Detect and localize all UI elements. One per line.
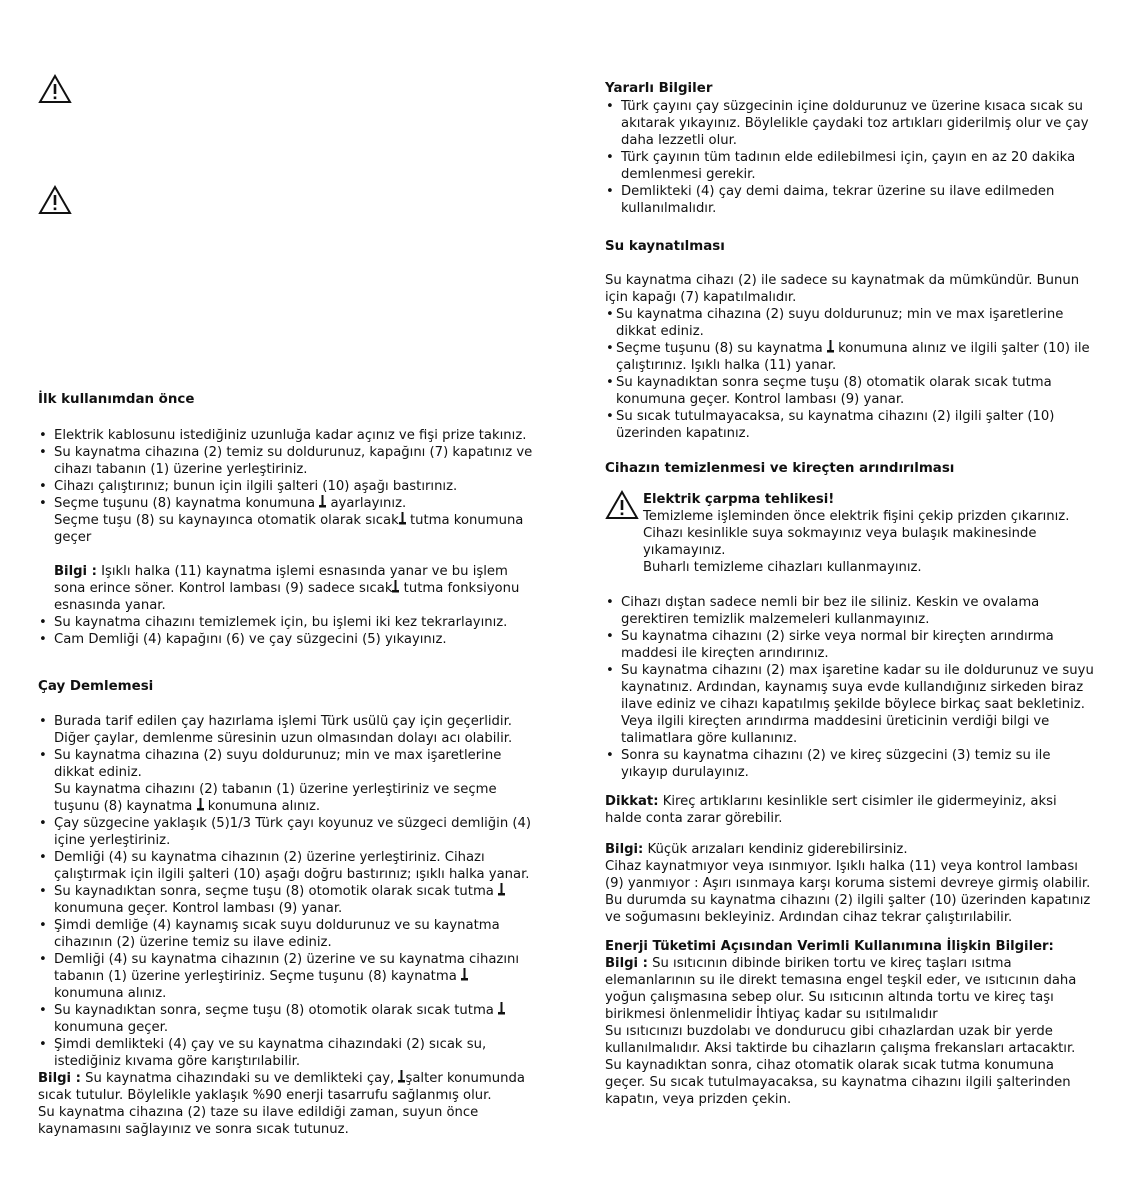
dikkat-note: Dikkat: Kireç artıklarını kesinlikle sert cisimler ile gidermeyiniz, aksi halde conta zarar görebilir. bbox=[605, 794, 1057, 826]
list-item: • Su kaynatma cihazına (2) suyu doldurunuz; min ve max işaretlerine dikkat ediniz. Su kaynatma cihazını (2) tabanın (1) üzerine yerleştiriniz ve seçme tuşunu (8) kaynatma konumuna alınız. bbox=[38, 747, 533, 815]
bilgi-note: Bilgi : Su kaynatma cihazındaki su ve demlikteki çay, şalter konumunda sıcak tutulur. Böylelikle yaklaşık %90 enerji tasarrufu sağlanmış olur. bbox=[38, 1071, 525, 1103]
list-item: • Cihazı çalıştırınız; bunun için ilgili şalteri (10) aşağı bastırınız. bbox=[38, 478, 533, 495]
bilgi-note: Bilgi : Işıklı halka (11) kaynatma işlemi esnasında yanar ve bu işlem sona erince söner. Kontrol lambası (9) sadece sıcak tutma fonksiyonu esnasında yanar. bbox=[54, 564, 520, 613]
keep-warm-symbol-icon bbox=[498, 883, 505, 897]
list-item: • Türk çayının tüm tadının elde edilebilmesi için, çayın en az 20 dakika demlenmesi gerekir. bbox=[605, 149, 1097, 183]
boil-symbol-icon bbox=[319, 495, 326, 509]
warning-title: Elektrik çarpma tehlikesi! bbox=[643, 492, 835, 507]
list-item: • Şimdi demliğe (4) kaynamış sıcak suyu doldurunuz ve su kaynatma cihazının (2) üzerine temiz su ilave ediniz. bbox=[38, 917, 533, 951]
section-heading-cay-demlemesi: Çay Demlemesi bbox=[38, 679, 154, 694]
list-item: • Su kaynatma cihazını temizlemek için, bu işlemi iki kez tekrarlayınız. bbox=[38, 614, 533, 631]
keep-warm-symbol-icon bbox=[392, 580, 399, 594]
section-heading-temizlik: Cihazın temizlenmesi ve kireçten arındırılması bbox=[605, 461, 955, 476]
warning-triangle-icon bbox=[605, 490, 639, 520]
warning-triangle-icon bbox=[38, 74, 72, 104]
list-item: • Cam Demliği (4) kapağını (6) ve çay süzgecini (5) yıkayınız. bbox=[38, 631, 533, 648]
list-item: • Su kaynadıktan sonra, seçme tuşu (8) otomotik olarak sıcak tutma konumuna geçer. Kontrol lambası (9) yanar. bbox=[38, 883, 533, 917]
list-item: • Seçme tuşunu (8) su kaynatma konumuna alınız ve ilgili şalter (10) ile çalıştırınız. Işıklı halka (11) yanar. bbox=[605, 340, 1097, 374]
su-kaynatilmasi-block bbox=[605, 272, 1097, 442]
section-heading-enerji: Enerji Tüketimi Açısından Verimli Kullanımına İlişkin Bilgiler: bbox=[605, 939, 1054, 954]
paragraph: Su kaynatma cihazı (2) ile sadece su kaynatmak da mümkündür. Bunun için kapağı (7) kapatılmalıdır. bbox=[605, 273, 1080, 305]
temizlik-list bbox=[605, 594, 1097, 781]
list-item: • Cihazı dıştan sadece nemli bir bez ile siliniz. Keskin ve ovalama gerektiren temizlik malzemeleri kullanmayınız. bbox=[605, 594, 1097, 628]
warning-line: Cihazı kesinlikle suya sokmayınız veya bulaşık makinesinde yıkamayınız. bbox=[643, 526, 1037, 558]
enerji-block: Enerji Tüketimi Açısından Verimli Kullanımına İlişkin Bilgiler: Bilgi : Su ısıtıcının dibinde biriken tortu ve kireç taşları ısıtma elemanlarının su ile direkt temasına engel teşkil eder, ve ısıtıcının daha yoğun çalışmasına sebep olur. Su ısıtıcının altında tortu ve kireç taşı birikmesi önlenmelidir İhtiyaç kadar su ısıtılmalıdır Su ısıtıcınızı buzdolabı ve dondurucu gibi cıhazlardan uzak bir yerde kullanılmalıdır. Aksi taktirde bu cihazların çalışma frekansları artacaktır. Su kaynadıktan sonra, cihaz otomatik olarak sıcak tutma konumuna geçer. Su sıcak tutulmayacaksa, su kaynatma cihazını ilgili şalterinden kapatın, veya prizden çekin. bbox=[605, 939, 1077, 1107]
warning-triangle-icon bbox=[38, 185, 72, 215]
list-item: • Seçme tuşunu (8) kaynatma konumuna ayarlayınız. Seçme tuşu (8) su kaynayınca otomatik olarak sıcak tutma konumuna geçer bbox=[38, 495, 533, 546]
list-item: • Demlikteki (4) çay demi daima, tekrar üzerine su ilave edilmeden kullanılmalıdır. bbox=[605, 183, 1097, 217]
section-heading-ilk-kullanim: İlk kullanımdan önce bbox=[38, 392, 195, 407]
keep-warm-symbol-icon bbox=[399, 512, 406, 526]
paragraph: Su kaynatma cihazına (2) taze su ilave edildiği zaman, suyun önce kaynamasını sağlayınız ve sonra sıcak tutunuz. bbox=[38, 1105, 479, 1137]
list-item: • Su kaynatma cihazına (2) suyu doldurunuz; min ve max işaretlerine dikkat ediniz. bbox=[605, 306, 1097, 340]
boil-symbol-icon bbox=[197, 798, 204, 812]
list-item: • Çay süzgecine yaklaşık (5)1/3 Türk çayı koyunuz ve süzgeci demliğin (4) içine yerleştiriniz. bbox=[38, 815, 533, 849]
ilk-kullanim-list bbox=[38, 427, 533, 648]
list-item: • Şimdi demlikteki (4) çay ve su kaynatma cihazındaki (2) sıcak su, istediğiniz kıvama göre karıştırılabilir. bbox=[38, 1036, 533, 1070]
keep-warm-symbol-icon bbox=[498, 1002, 505, 1016]
list-item: • Su kaynatma cihazını (2) sirke veya normal bir kireçten arındırma maddesi ile kireçten arındırınız. bbox=[605, 628, 1097, 662]
warning-line: Buharlı temizleme cihazları kullanmayınız. bbox=[643, 560, 922, 575]
list-item: • Su kaynadıktan sonra seçme tuşu (8) otomatik olarak sıcak tutma konumuna geçer. Kontrol lambası (9) yanar. bbox=[605, 374, 1097, 408]
list-item: • Burada tarif edilen çay hazırlama işlemi Türk usülü çay için geçerlidir. Diğer çaylar, demlenme süresinin uzun olmasından dolayı acı olabilir. bbox=[38, 713, 533, 747]
electric-shock-warning bbox=[643, 491, 1097, 576]
boil-symbol-icon bbox=[827, 340, 834, 354]
list-item: • Su sıcak tutulmayacaksa, su kaynatma cihazını (2) ilgili şalter (10) üzerinden kapatınız. bbox=[605, 408, 1097, 442]
boil-symbol-icon bbox=[461, 968, 468, 982]
list-item: • Türk çayını çay süzgecinin içine doldurunuz ve üzerine kısaca sıcak su akıtarak yıkayınız. Böylelikle çaydaki toz artıkları giderilmiş olur ve çay daha lezzetli olur. bbox=[605, 98, 1097, 149]
section-heading-yararli-bilgiler: Yararlı Bilgiler bbox=[605, 81, 713, 96]
list-item: • Su kaynatma cihazına (2) temiz su doldurunuz, kapağını (7) kapatınız ve cihazı tabanın (1) üzerine yerleştiriniz. bbox=[38, 444, 533, 478]
yararli-list bbox=[605, 98, 1097, 217]
section-heading-su-kaynatilmasi: Su kaynatılması bbox=[605, 239, 725, 254]
list-item: • Elektrik kablosunu istediğiniz uzunluğa kadar açınız ve fişi prize takınız. bbox=[38, 427, 533, 444]
list-item: • Su kaynadıktan sonra, seçme tuşu (8) otomotik olarak sıcak tutma konumuna geçer. bbox=[38, 1002, 533, 1036]
list-item: • Su kaynatma cihazını (2) max işaretine kadar su ile doldurunuz ve suyu kaynatınız. Ardından, kaynamış suya evde kullandığınız sirkeden biraz ilave ediniz ve cihazı kapatılmış şekilde böylece birkaç saat bekletiniz. Veya ilgili kireçten arındırma maddesini üreticinin verdiği bilgi ve talimatlara göre kullanınız. bbox=[605, 662, 1097, 747]
warning-line: Temizleme işleminden önce elektrik fişini çekip prizden çıkarınız. bbox=[643, 509, 1070, 524]
cay-demlemesi-list bbox=[38, 713, 533, 1138]
list-item: • Demliği (4) su kaynatma cihazının (2) üzerine yerleştiriniz. Cihazı çalıştırmak için ilgili şalteri (10) aşağı doğru bastırınız; ışıklı halka yanar. bbox=[38, 849, 533, 883]
list-item: • Sonra su kaynatma cihazını (2) ve kireç süzgecini (3) temiz su ile yıkayıp durulayınız. bbox=[605, 747, 1097, 781]
list-item: • Demliği (4) su kaynatma cihazının (2) üzerine ve su kaynatma cihazını tabanın (1) üzerine yerleştiriniz. Seçme tuşunu (8) kaynatma konumuna alınız. bbox=[38, 951, 533, 1002]
bilgi-troubleshooting: Bilgi: Küçük arızaları kendiniz giderebilirsiniz. Cihaz kaynatmıyor veya ısınmıyor. Işıklı halka (11) veya kontrol lambası (9) yanmıyor : Aşırı ısınmaya karşı koruma sistemi devreye girmiş olabilir. Bu durumda su kaynatma cihazını (2) ilgili şalter (10) üzerinden kapatınız ve soğumasını bekleyiniz. Ardından cihaz tekrar çalıştırılabilir. bbox=[605, 842, 1091, 925]
